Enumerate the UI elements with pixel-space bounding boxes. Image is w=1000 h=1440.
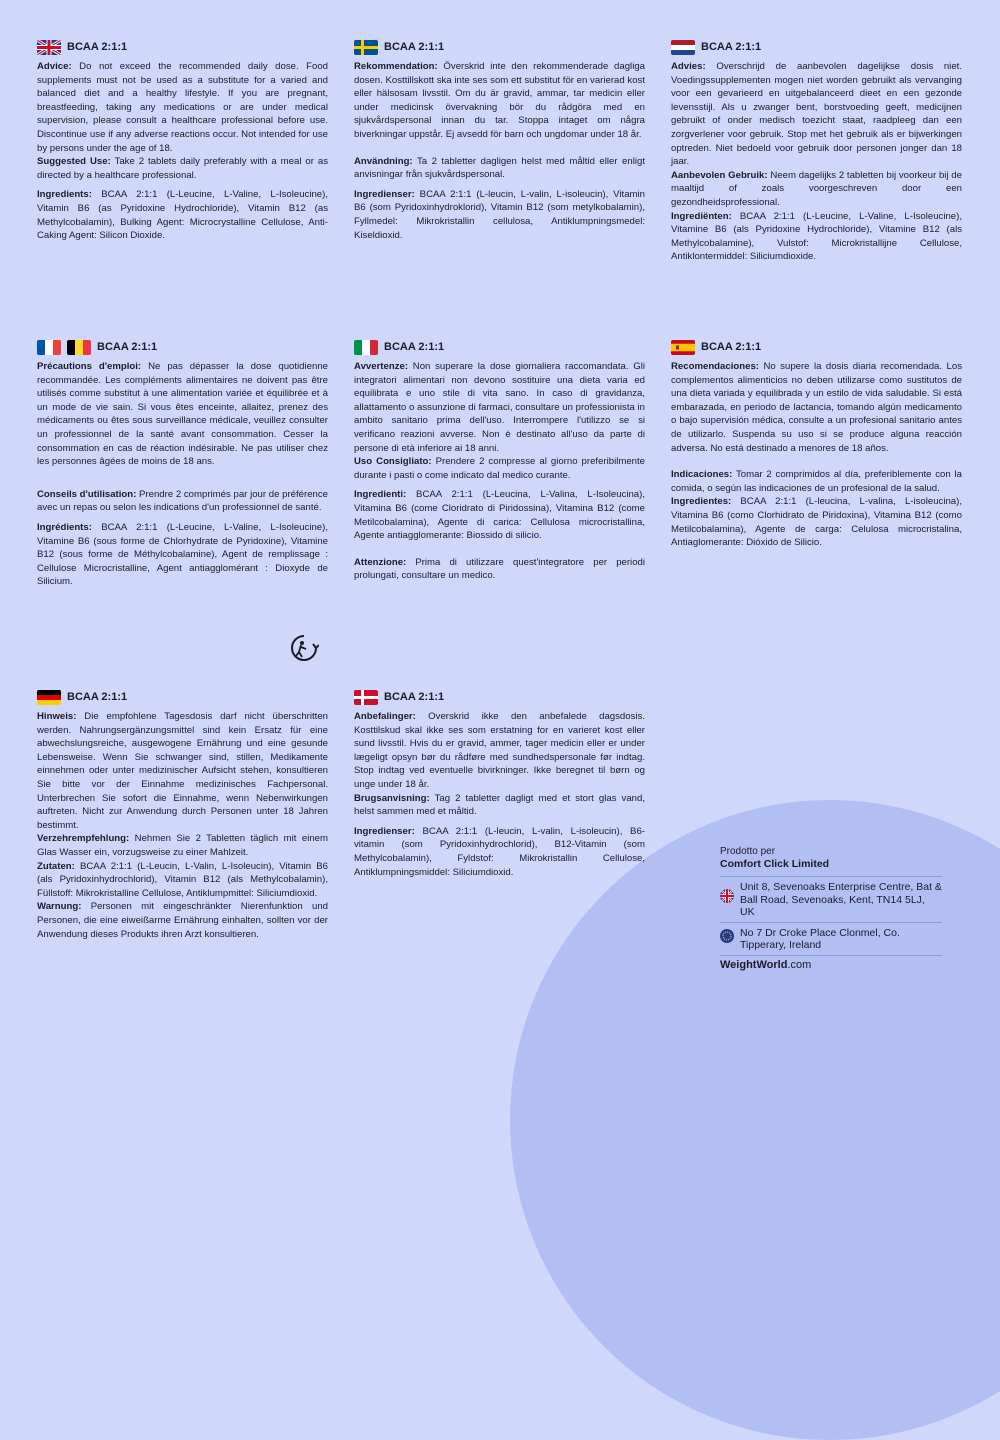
usage-paragraph: Indicaciones: Tomar 2 comprimidos al día, preferiblemente con la comida, o según las indicaciones de un profesional de la salud.: [671, 469, 962, 494]
section-title: BCAA 2:1:1: [67, 40, 128, 53]
usage-paragraph: Suggested Use: Take 2 tablets daily preferably with a meal or as directed by a healthcare professional.: [37, 156, 328, 181]
advice-paragraph: Avvertenze: Non superare la dose giornaliera raccomandata. Gli integratori alimentari non devono sostituire una dieta varia ed equilibrata e uno stile di vita sano. In caso di gravidanza, allattamento o assunzione di farmaci, consultare un professionista in ambito sanitario prima dell'uso. Interrompere l'utilizzo se si verificano reazioni avverse. Non è destinato all'uso da parte di persone di età inferiore ai 18 anni.: [354, 361, 645, 454]
section-header: [354, 40, 645, 55]
ingredients-paragraph: Ingrediënten: BCAA 2:1:1 (L-Leucine, L-Valine, L-Isoleucine), Vitamine B6 (als Pyridoxine Hydrochloride), Vitamine B12 (als Methylcobalamine), Vulstof: Microkristallijne Cellulose, Antiklontermiddel: Siliciumdioxide.: [671, 210, 962, 263]
section-header: [37, 40, 328, 55]
website: WeightWorld.com: [720, 955, 942, 971]
ingredients-paragraph: Zutaten: BCAA 2:1:1 (L-Leucin, L-Valin, L-Isoleucin), Vitamin B6 (als Pyridoxinhydrochlorid), Vitamin B12 (als Methylcobalamin), Füllstoff: Mikrokristalline Cellulose, Antiklumpmittel: Siliciumdioxid.: [37, 860, 328, 899]
advice-paragraph: Anbefalinger: Overskrid ikke den anbefalede dagsdosis. Kosttilskud skal ikke ses som erstatning for en varieret kost eller sund livsstil. Hvis du er gravid, ammer, tager medicin eller er under lægeligt opsyn bør du rådføre med sundhedspersonale før indtag. Stop indtag ved eventuelle bivirkninger. Ikke beregnet til børn og unge under 18 år.: [354, 711, 645, 790]
section-it: [354, 340, 645, 583]
manufacturer-label: Prodotto per: [720, 846, 776, 857]
section-title: BCAA 2:1:1: [67, 690, 128, 703]
advice-paragraph: Advies: Overschrijd de aanbevolen dagelijkse dosis niet. Voedingssupplementen mogen niet worden gebruikt als vervanging voor een gevarieerd en uitgebalanceerd dieet en een gezonde levensstijl. Als u zwanger bent, borstvoeding geeft, medicijnen gebruikt of onder medisch toezicht staat, raadpleeg dan een zorgverlener voor gebruik. Stop met het gebruik als er bijwerkingen optreden. Niet bedoeld voor gebruik door personen jonger dan 18 jaar.: [671, 61, 962, 168]
company-name: Comfort Click Limited: [720, 858, 830, 870]
warning-paragraph: Attenzione: Prima di utilizzare quest'integratore per periodi prolungati, consultare un medico.: [354, 556, 645, 582]
ingredients-paragraph: Ingredienser: BCAA 2:1:1 (L-leucin, L-valin, L-isoleucin), Vitamin B6 (som Pyridoxinhydroklorid), Vitamin B12 (som metylkobalamin), Fyllmedel: Mikrokristallin cellulosa, Antiklumpningsmedel: Kiseldioxid.: [354, 188, 645, 241]
section-de: [37, 690, 328, 941]
section-dk: [354, 690, 645, 879]
belgium-flag-icon: [67, 340, 91, 355]
uk-address: Unit 8, Sevenoaks Enterprise Centre, Bat & Ball Road, Sevenoaks, Kent, TN14 5LJ, UK: [740, 881, 942, 918]
usage-paragraph: Aanbevolen Gebruik: Neem dagelijks 2 tabletten bij voorkeur bij de maaltijd of zoals voorgeschreven door een gezondheidsprofessional.: [671, 169, 962, 208]
section-title: BCAA 2:1:1: [701, 40, 762, 53]
eu-address-row: [720, 922, 942, 955]
section-header: [671, 40, 962, 55]
section-uk: [37, 40, 328, 243]
advice-paragraph: Recomendaciones: No supere la dosis diaria recomendada. Los complementos alimenticios no deben utilizarse como sustitutos de una dieta variada y equilibrada y un estilo de vida saludable. Si está embarazada, en periodo de lactancia, tomando algún medicamento o bajo supervisión médica, consulte a un profesional sanitario antes de utilizarlo. Suspenda su uso si se produce alguna reacción adversa. No está destinado a menores de 18 años.: [671, 361, 962, 454]
section-header: [37, 340, 328, 355]
warning-paragraph: Warnung: Personen mit eingeschränkter Nierenfunktion und Personen, die eine eiweißarme Ernährung einhalten, sollten vor der Anwendung dieses Produkts ihren Arzt konsultieren.: [37, 901, 328, 940]
section-es: [671, 340, 962, 550]
ingredients-paragraph: Ingredienti: BCAA 2:1:1 (L-Leucina, L-Valina, L-Isoleucina), Vitamina B6 (come Cloridrato di Piridossina), Vitamina B12 (come Metilcobalamina), Agente di carica: Cellulosa microcristallina, Agente antiagglomerante: Biossido di silicio.: [354, 489, 645, 542]
ingredients-paragraph: Ingredientes: BCAA 2:1:1 (L-leucina, L-valina, L-isoleucina), Vitamina B6 (como Clorhidrato de Piridoxina), Vitamina B12 (como Metilcobalamina), Agente de carga: Celulosa microcristalina, Antiaglomerante: Dióxido de Silicio.: [671, 496, 962, 549]
section-se: [354, 40, 645, 242]
uk-flag-icon: [720, 889, 734, 903]
section-title: BCAA 2:1:1: [701, 340, 762, 353]
usage-paragraph: Användning: Ta 2 tabletter dagligen helst med måltid eller enligt anvisningar från sjukvårdspersonal.: [354, 155, 645, 181]
usage-paragraph: Verzehrempfehlung: Nehmen Sie 2 Tabletten täglich mit einem Glas Wasser ein, vorzugsweise zu einer Mahlzeit.: [37, 833, 328, 858]
netherlands-flag-icon: [671, 40, 695, 55]
section-title: BCAA 2:1:1: [384, 340, 445, 353]
manufacturer-info: [720, 846, 942, 971]
advice-paragraph: Précautions d'emploi: Ne pas dépasser la dose quotidienne recommandée. Les compléments alimentaires ne doivent pas être utilisés comme substitut à une alimentation variée et équilibrée et à un mode de vie sain. Si vous êtes enceinte, allaitez, prenez des médicaments ou êtes sous surveillance médicale, veuillez consulter un professionnel de la santé avant consommation. Cesser la consommation en cas de réaction indésirable. Ne pas utiliser chez les personnes âgées de moins de 18 ans.: [37, 361, 328, 468]
france-flag-icon: [37, 340, 61, 355]
advice-paragraph: Advice: Do not exceed the recommended daily dose. Food supplements must not be used as a substitute for a varied and balanced diet and a healthy lifestyle. If you are pregnant, breastfeeding, taking any medications or are under medical supervision, please consult a healthcare professional before use. Discontinue use if any adverse reactions occur. Not intended for use by persons under the age of 18.: [37, 61, 328, 154]
ingredients-paragraph: Ingrédients: BCAA 2:1:1 (L-Leucine, L-Valine, L-Isoleucine), Vitamine B6 (sous forme de Chlorhydrate de Pyridoxine), Vitamine B12 (sous forme de Méthylcobalamine), Agent de remplissage : Cellulose Microcristalline, Agent antiagglomérant : Dioxyde de Silicium.: [37, 521, 328, 588]
denmark-flag-icon: [354, 690, 378, 705]
usage-paragraph: Brugsanvisning: Tag 2 tabletter dagligt med et stort glas vand, helst sammen med et måltid.: [354, 792, 645, 818]
section-title: BCAA 2:1:1: [384, 40, 445, 53]
advice-paragraph: Hinweis: Die empfohlene Tagesdosis darf nicht überschritten werden. Nahrungsergänzungsmittel sind kein Ersatz für eine abwechslungsreiche, ausgewogene Ernährung und eine gesunde Lebensweise. Wenn Sie schwanger sind, stillen, Medikamente einnehmen oder unter medizinischer Aufsicht stehen, konsultieren Sie bitte vor der Einnahme medizinisches Fachpersonal. Unterbrechen Sie sofort die Einnahme, wenn Nebenwirkungen auftreten. Nicht zur Anwendung durch Personen unter 18 Jahren bestimmt.: [37, 711, 328, 831]
section-header: [37, 690, 328, 705]
section-header: [354, 690, 645, 705]
germany-flag-icon: [37, 690, 61, 705]
usage-paragraph: Conseils d'utilisation: Prendre 2 comprimés par jour de préférence avec un repas ou selon les indications d'un professionnel de santé.: [37, 488, 328, 514]
sweden-flag-icon: [354, 40, 378, 55]
section-header: [354, 340, 645, 355]
uk-flag-icon: [37, 40, 61, 55]
eu-address: No 7 Dr Croke Place Clonmel, Co. Tipperary, Ireland: [740, 926, 900, 951]
section-title: BCAA 2:1:1: [97, 340, 158, 353]
ingredients-paragraph: Ingredienser: BCAA 2:1:1 (L-leucin, L-valin, L-isoleucin), B6-vitamin (som Pyridoxinhydrochlorid), B12-Vitamin (som Methylcobalamin), Fyldstof: Mikrokristallin Cellulose, Antiklumpningsmiddel: Siliciumdioxid.: [354, 825, 645, 878]
section-nl: [671, 40, 962, 264]
usage-paragraph: Uso Consigliato: Prendere 2 compresse al giorno preferibilmente durante i pasti o come indicato dal medico curante.: [354, 456, 645, 481]
spain-flag-icon: [671, 340, 695, 355]
section-header: [671, 340, 962, 355]
triman-recycling-icon: [289, 633, 319, 663]
section-fr: [37, 340, 328, 589]
eu-flag-icon: [720, 929, 734, 943]
italy-flag-icon: [354, 340, 378, 355]
uk-address-row: [720, 876, 942, 922]
advice-paragraph: Rekommendation: Överskrid inte den rekommenderade dagliga dosen. Kosttillskott ska inte ses som ett substitut för en varierad kost eller hälsosam livsstil. Om du är gravid, ammar, tar medicin eller under medicinsk övervakning bör du rådgöra med en sjukvårdspersonal innan du tar. Stoppa intaget om några biverkningar uppstår. Ej avsedd för barn och ungdomar under 18 år.: [354, 61, 645, 140]
section-title: BCAA 2:1:1: [384, 690, 445, 703]
ingredients-paragraph: Ingredients: BCAA 2:1:1 (L-Leucine, L-Valine, L-Isoleucine), Vitamin B6 (as Pyridoxine Hydrochloride), Vitamin B12 (as Methylcobalamin), Bulking Agent: Microcrystalline Cellulose, Anti-Caking Agent: Silicon Dioxide.: [37, 189, 328, 242]
